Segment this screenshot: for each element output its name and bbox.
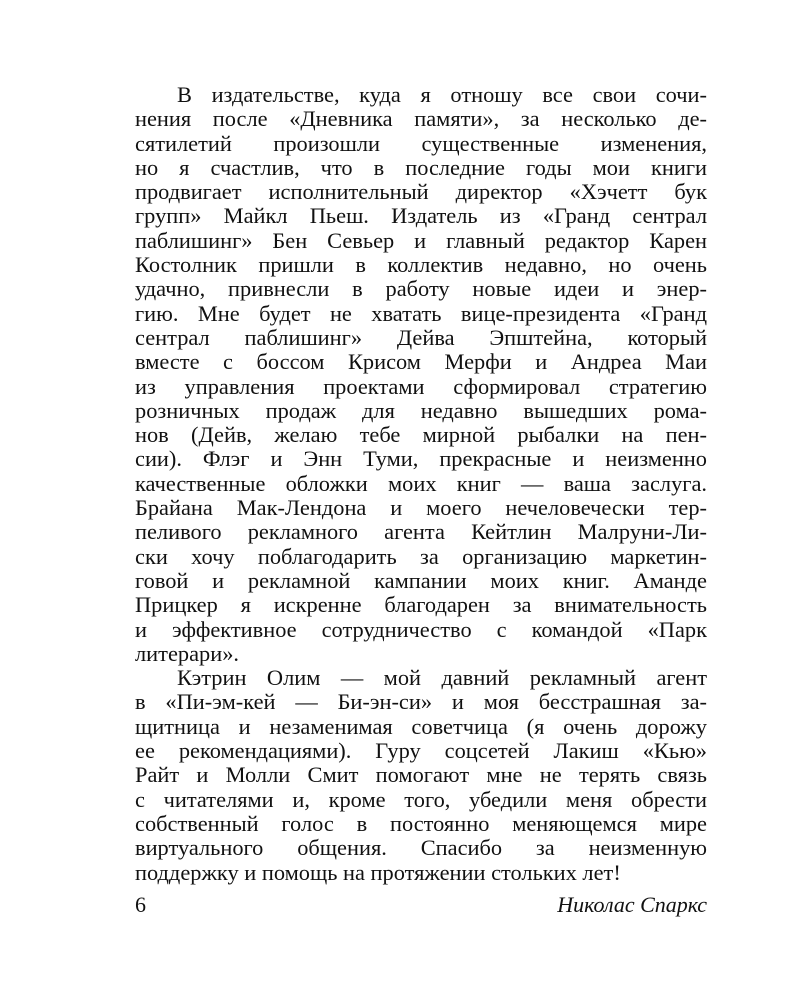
- text-line: розничных продаж для недавно вышедших рома-: [135, 397, 707, 423]
- text-line: паблишинг» Бен Севьер и главный редактор Карен: [135, 227, 707, 253]
- text-line: но я счастлив, что в последние годы мои книги: [135, 154, 707, 180]
- text-line: Брайана Мак-Лендона и моего нечеловечески тер-: [135, 495, 707, 521]
- text-line: Кэтрин Олим — мой давний рекламный агент: [177, 665, 707, 691]
- text-line: нов (Дейв, желаю тебе мирной рыбалки на пен-: [135, 422, 707, 448]
- text-line: с читателями и, кроме того, убедили меня обрести: [135, 786, 707, 812]
- text-line: собственный голос в постоянно меняющемся мире: [135, 810, 707, 836]
- page-number: 6: [135, 892, 146, 917]
- text-line: ее рекомендациями). Гуру соцсетей Лакиш «Кью»: [135, 738, 707, 764]
- text-line: литерари».: [135, 640, 239, 666]
- text-line: сии). Флэг и Энн Туми, прекрасные и неизменно: [135, 446, 707, 472]
- text-line: виртуального общения. Спасибо за неизменную: [135, 835, 707, 861]
- text-line: говой и рекламной кампании моих книг. Аманде: [135, 567, 707, 593]
- text-line: продвигает исполнительный директор «Хэчетт бук: [135, 179, 707, 205]
- running-author: Николас Спаркс: [557, 892, 707, 917]
- text-line: сятилетий произошли существенные изменения,: [135, 130, 707, 156]
- text-line: щитница и незаменимая советчица (я очень дорожу: [135, 713, 707, 739]
- text-line: качественные обложки моих книг — ваша заслуга.: [135, 470, 707, 496]
- page-footer: [135, 892, 707, 918]
- text-line: удачно, привнесли в работу новые идеи и энер-: [135, 276, 707, 302]
- text-line: нения после «Дневника памяти», за несколько де-: [135, 106, 707, 132]
- text-line: в «Пи-эм-кей — Би-эн-си» и моя бесстрашная за-: [135, 689, 707, 715]
- text-line: Прицкер я искренне благодарен за внимательность: [135, 592, 707, 618]
- text-line: В издательстве, куда я отношу все свои сочи-: [177, 82, 707, 107]
- text-line: Костолник пришли в коллектив недавно, но очень: [135, 252, 707, 278]
- text-line: из управления проектами сформировал стратегию: [135, 373, 707, 399]
- text-line: групп» Майкл Пьеш. Издатель из «Гранд сентрал: [135, 203, 707, 229]
- text-line: сентрал паблишинг» Дейва Эпштейна, который: [135, 324, 707, 350]
- text-line: вместе с боссом Крисом Мерфи и Андреа Маи: [135, 349, 707, 375]
- text-line: ски хочу поблагодарить за организацию маркетин-: [135, 543, 707, 569]
- text-line: и эффективное сотрудничество с командой «Парк: [135, 616, 707, 642]
- text-line: гию. Мне будет не хватать вице-президента «Гранд: [135, 300, 707, 326]
- text-line: пеливого рекламного агента Кейтлин Малруни-Ли-: [135, 519, 707, 545]
- text-line: Райт и Молли Смит помогают мне не терять связь: [135, 762, 707, 788]
- paragraph: [135, 83, 707, 666]
- body-text: [135, 83, 707, 885]
- text-line: поддержку и помощь на протяжении стольких лет!: [135, 859, 621, 885]
- paragraph: [135, 666, 707, 885]
